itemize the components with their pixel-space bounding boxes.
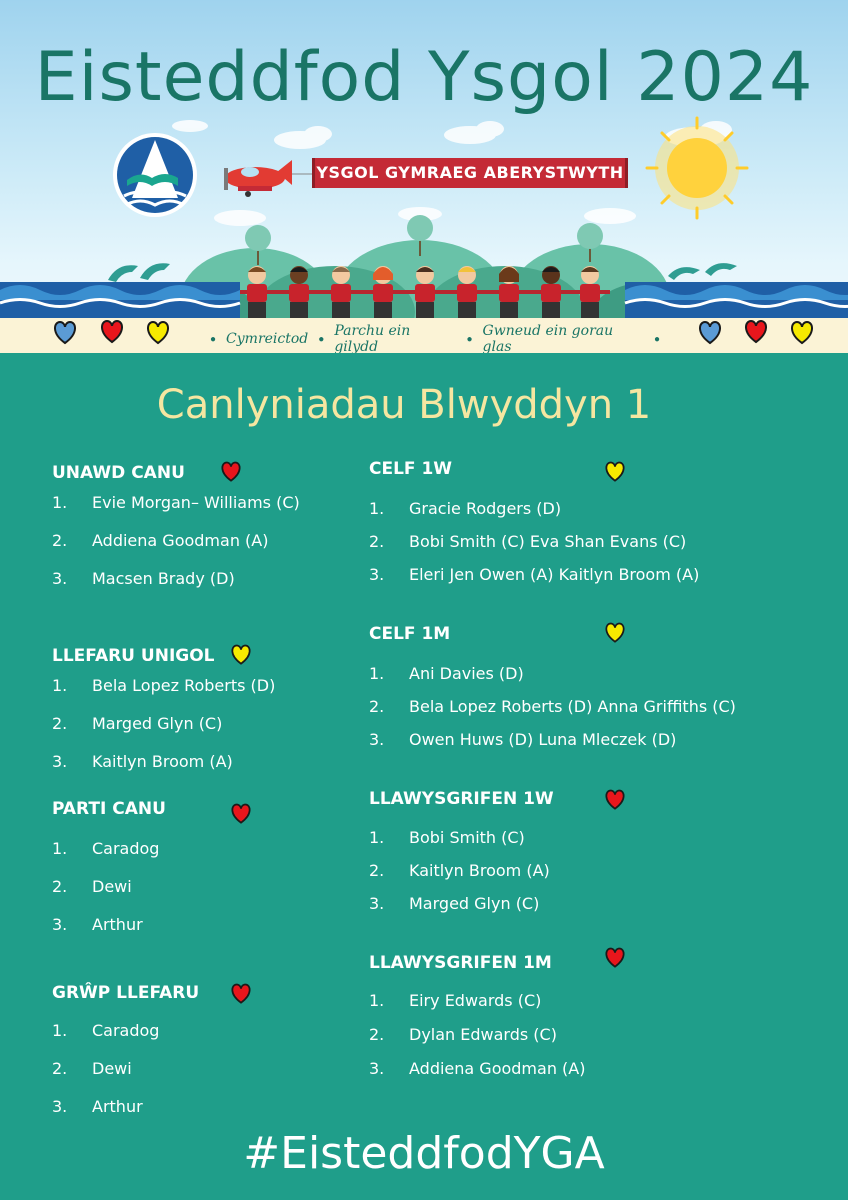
winner-name: Arthur <box>92 915 143 934</box>
rank: 2. <box>369 1025 385 1044</box>
rank: 2. <box>52 531 68 550</box>
winner-name: Caradog <box>92 1021 160 1040</box>
winner-name: Evie Morgan– Williams (C) <box>92 493 300 512</box>
bullet-icon: ● <box>210 333 217 345</box>
rank: 3. <box>369 1059 385 1078</box>
category-title: LLEFARU UNIGOL <box>52 646 215 666</box>
winner-name: Bobi Smith (C) Eva Shan Evans (C) <box>409 532 687 551</box>
winner-name: Owen Huws (D) Luna Mleczek (D) <box>409 730 677 749</box>
rank: 1. <box>52 493 68 512</box>
winner-name: Kaitlyn Broom (A) <box>409 861 550 880</box>
winner-name: Dewi <box>92 1059 132 1078</box>
winner-name: Ani Davies (D) <box>409 664 524 683</box>
bullet-icon: ● <box>318 333 325 345</box>
category-title: CELF 1W <box>369 459 453 479</box>
value-text: Gwneud ein gorau glas <box>482 323 614 353</box>
rank: 1. <box>369 828 385 847</box>
category-title: UNAWD CANU <box>52 463 185 483</box>
rank: 2. <box>52 877 68 896</box>
sun-icon <box>647 118 747 218</box>
rank: 1. <box>369 991 385 1010</box>
rank: 1. <box>52 676 68 695</box>
category-title: CELF 1M <box>369 624 451 644</box>
category-title: LLAWYSGRIFEN 1W <box>369 789 554 809</box>
winner-name: Addiena Goodman (A) <box>92 531 269 550</box>
rank: 2. <box>369 861 385 880</box>
yellow-heart-icon <box>602 459 628 485</box>
winner-name: Dewi <box>92 877 132 896</box>
red-heart-icon <box>228 981 254 1007</box>
winner-name: Bobi Smith (C) <box>409 828 525 847</box>
winner-name: Bela Lopez Roberts (D) <box>92 676 276 695</box>
winner-name: Addiena Goodman (A) <box>409 1059 586 1078</box>
results-title: Canlyniadau Blwyddyn 1 <box>156 382 652 428</box>
hashtag: #EisteddfodYGA <box>243 1128 605 1179</box>
rank: 1. <box>369 664 385 683</box>
red-heart-icon <box>602 945 628 971</box>
winner-name: Gracie Rodgers (D) <box>409 499 562 518</box>
rank: 3. <box>369 730 385 749</box>
winner-name: Eleri Jen Owen (A) Kaitlyn Broom (A) <box>409 565 700 584</box>
red-heart-icon <box>602 787 628 813</box>
winner-name: Arthur <box>92 1097 143 1116</box>
winner-name: Dylan Edwards (C) <box>409 1025 557 1044</box>
bullet-icon: ● <box>466 333 473 345</box>
yellow-heart-icon <box>228 642 254 668</box>
value-text: Cymreictod <box>226 331 309 347</box>
rank: 3. <box>52 1097 68 1116</box>
rank: 3. <box>52 915 68 934</box>
page-title: Eisteddfod Ysgol 2024 <box>34 38 814 117</box>
rank: 3. <box>369 565 385 584</box>
rank: 3. <box>52 569 68 588</box>
rank: 2. <box>369 532 385 551</box>
value-text: Parchu ein gilydd <box>334 323 411 353</box>
school-values <box>200 323 670 353</box>
winner-name: Bela Lopez Roberts (D) Anna Griffiths (C) <box>409 697 736 716</box>
children <box>240 266 610 322</box>
category-title: PARTI CANU <box>52 799 166 819</box>
rank: 1. <box>369 499 385 518</box>
winner-name: Marged Glyn (C) <box>92 714 223 733</box>
school-logo <box>113 133 197 217</box>
winner-name: Eiry Edwards (C) <box>409 991 542 1010</box>
school-banner: YSGOL GYMRAEG ABERYSTWYTH <box>312 158 628 188</box>
header-illustration <box>0 0 848 353</box>
red-heart-icon <box>228 801 254 827</box>
category-title: LLAWYSGRIFEN 1M <box>369 953 552 973</box>
plane-icon <box>224 160 312 197</box>
winner-name: Macsen Brady (D) <box>92 569 235 588</box>
rank: 1. <box>52 839 68 858</box>
rank: 2. <box>369 697 385 716</box>
winner-name: Marged Glyn (C) <box>409 894 540 913</box>
rank: 2. <box>52 1059 68 1078</box>
winner-name: Caradog <box>92 839 160 858</box>
yellow-heart-icon <box>602 620 628 646</box>
rank: 2. <box>52 714 68 733</box>
rank: 1. <box>52 1021 68 1040</box>
category-title: GRŴP LLEFARU <box>52 983 200 1003</box>
winner-name: Kaitlyn Broom (A) <box>92 752 233 771</box>
rank: 3. <box>369 894 385 913</box>
red-heart-icon <box>218 459 244 485</box>
bullet-icon: ● <box>653 333 660 345</box>
rank: 3. <box>52 752 68 771</box>
